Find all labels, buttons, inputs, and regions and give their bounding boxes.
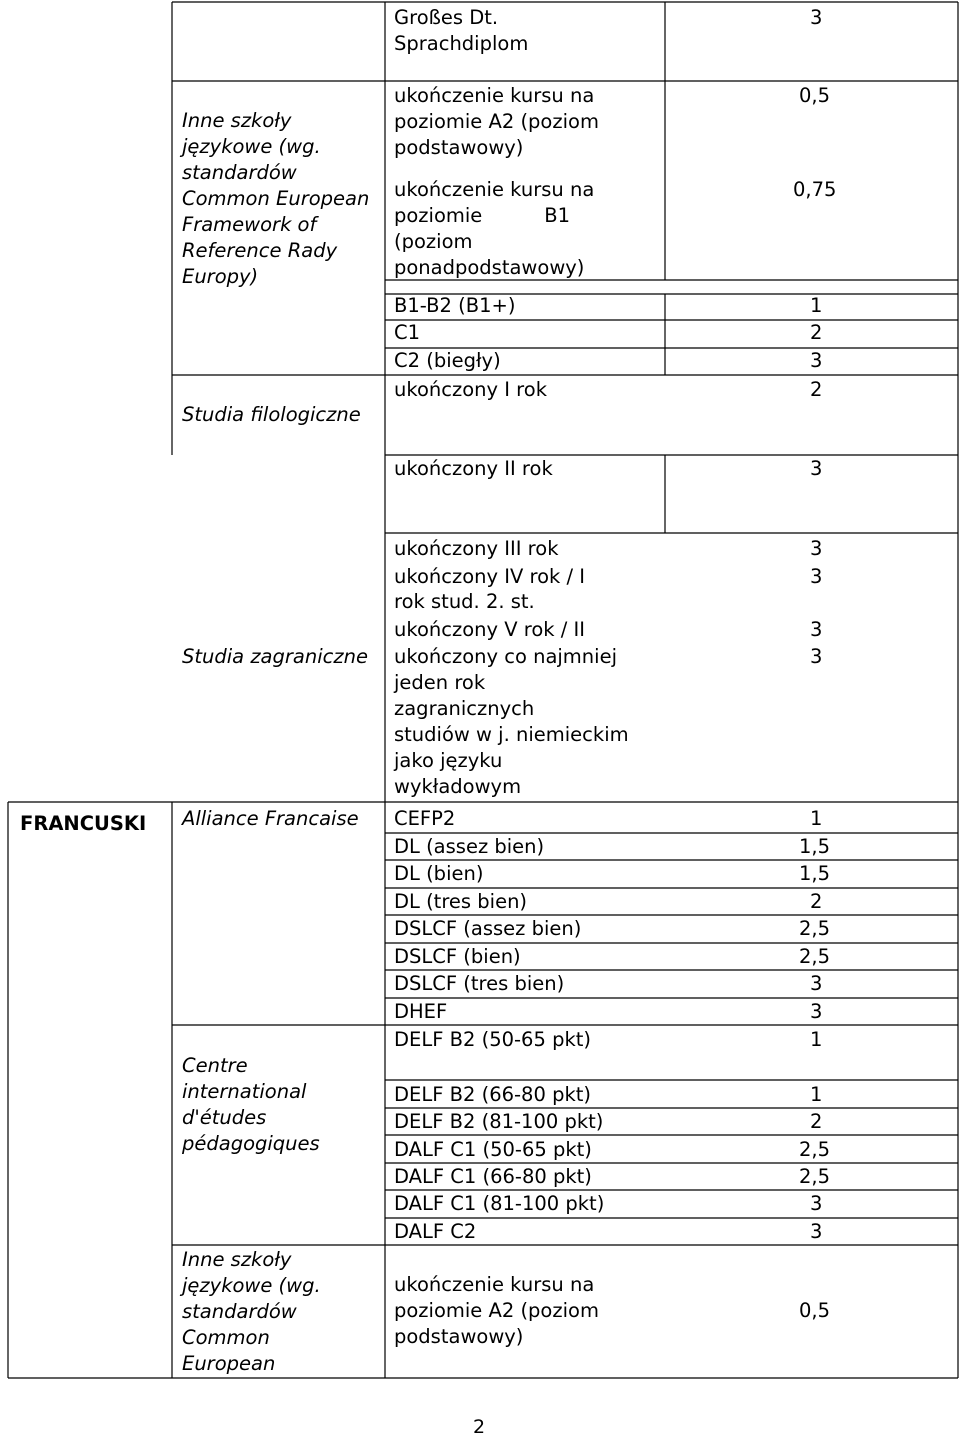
points-dalf-c2: 3	[810, 1220, 823, 1243]
points-dalf-c1-81: 3	[810, 1192, 823, 1215]
cert-a2: ukończenie kursu na poziomie A2 (poziom podstawowy)	[394, 84, 599, 159]
points-dl-bien: 1,5	[799, 862, 831, 885]
points-dalf-c1-66: 2,5	[799, 1165, 831, 1188]
points-dl-tres: 2	[810, 890, 823, 913]
page-number: 2	[473, 1416, 486, 1438]
points-abroad: 3	[810, 645, 823, 668]
points-delf-b2-66: 1	[810, 1083, 823, 1106]
points-dl-assez: 1,5	[799, 835, 831, 858]
cert-dslcf-tres: DSLCF (tres bien)	[394, 972, 565, 995]
points-year-1: 2	[810, 378, 823, 401]
cert-dalf-c2: DALF C2	[394, 1220, 477, 1243]
cert-dalf-c1-81: DALF C1 (81-100 pkt)	[394, 1192, 605, 1215]
points-delf-b2-81: 2	[810, 1110, 823, 1133]
institution-ciep: Centre international d'études pédagogiques	[182, 1054, 320, 1155]
cert-dl-assez: DL (assez bien)	[394, 835, 545, 858]
points-delf-b2-50: 1	[810, 1028, 823, 1051]
institution-other-schools-fr: Inne szkoły językowe (wg. standardów Common European	[182, 1248, 321, 1375]
cert-dalf-c1-66: DALF C1 (66-80 pkt)	[394, 1165, 592, 1188]
cert-abroad: ukończony co najmniej jeden rok zagranicznych studiów w j. niemieckim jako języku wykładowym	[394, 645, 629, 798]
points-year-2: 3	[810, 457, 823, 480]
cert-b1: ukończenie kursu na poziomie B1 (poziom ponadpodstawowy)	[394, 178, 595, 279]
cert-delf-b2-50: DELF B2 (50-65 pkt)	[394, 1028, 591, 1051]
points-goethe: 3	[810, 6, 823, 29]
cert-fr-a2: ukończenie kursu na poziomie A2 (poziom podstawowy)	[394, 1273, 599, 1348]
cert-goethe: Großes Dt. Sprachdiplom	[394, 6, 529, 55]
cert-year-3: ukończony III rok	[394, 537, 559, 560]
cert-dslcf-assez: DSLCF (assez bien)	[394, 917, 582, 940]
language-french: FRANCUSKI	[20, 812, 147, 835]
points-year-5: 3	[810, 618, 823, 641]
institution-philology: Studia filologiczne	[182, 403, 361, 426]
cert-b1-b2: B1-B2 (B1+)	[394, 294, 516, 317]
points-dslcf-assez: 2,5	[799, 917, 831, 940]
cert-dhef: DHEF	[394, 1000, 448, 1023]
cert-dl-bien: DL (bien)	[394, 862, 484, 885]
points-year-4: 3	[810, 565, 823, 588]
cert-cefp2: CEFP2	[394, 807, 456, 830]
points-dhef: 3	[810, 1000, 823, 1023]
cert-year-4: ukończony IV rok / I rok stud. 2. st.	[394, 565, 586, 613]
points-fr-a2: 0,5	[799, 1299, 831, 1322]
points-c2: 3	[810, 349, 823, 372]
points-cefp2: 1	[810, 807, 823, 830]
points-b1-b2: 1	[810, 294, 823, 317]
points-year-3: 3	[810, 537, 823, 560]
institution-alliance: Alliance Francaise	[182, 807, 359, 830]
institution-other-schools: Inne szkoły językowe (wg. standardów Common European Framework of Reference Rady Europy)	[182, 109, 370, 288]
institution-abroad: Studia zagraniczne	[182, 645, 368, 668]
cert-year-2: ukończony II rok	[394, 457, 553, 480]
cert-year-5: ukończony V rok / II	[394, 618, 586, 641]
cert-year-1: ukończony I rok	[394, 378, 547, 401]
points-c1: 2	[810, 321, 823, 344]
cert-c1: C1	[394, 321, 421, 344]
cert-delf-b2-81: DELF B2 (81-100 pkt)	[394, 1110, 604, 1133]
cert-c2: C2 (biegły)	[394, 349, 501, 372]
cert-dl-tres: DL (tres bien)	[394, 890, 528, 913]
points-dalf-c1-50: 2,5	[799, 1138, 831, 1161]
points-b1: 0,75	[793, 178, 837, 201]
cert-dslcf-bien: DSLCF (bien)	[394, 945, 521, 968]
cert-dalf-c1-50: DALF C1 (50-65 pkt)	[394, 1138, 592, 1161]
points-dslcf-tres: 3	[810, 972, 823, 995]
points-dslcf-bien: 2,5	[799, 945, 831, 968]
cert-delf-b2-66: DELF B2 (66-80 pkt)	[394, 1083, 591, 1106]
points-a2: 0,5	[799, 84, 831, 107]
